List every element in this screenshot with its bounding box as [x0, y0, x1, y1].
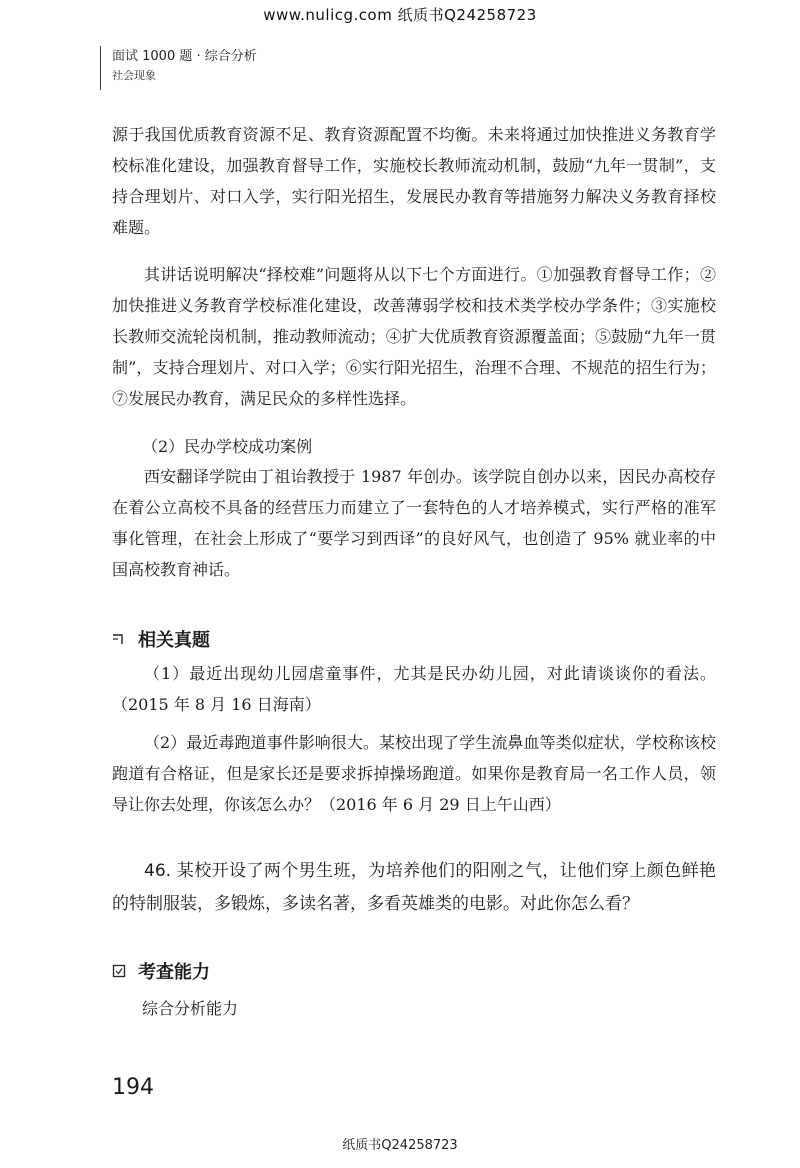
ability-heading-text: 考查能力: [138, 962, 210, 983]
related-item-text: （2）最近毒跑道事件影响很大。某校出现了学生流鼻血等类似症状，学校称该校跑道有合格证，但是家长还是要求拆掉操场跑道。如果你是教育局一名工作人员，领导让你去处理，你该怎么办？（2016 年 6 月 29 日上午山西）: [112, 733, 716, 814]
paragraph-text: 其讲话说明解决“择校难”问题将从以下七个方面进行。①加强教育督导工作；②加快推进义务教育学校标准化建设，改善薄弱学校和技术类学校办学条件；③实施校长教师交流轮岗机制，推动教师流动；④扩大优质教育资源覆盖面；⑤鼓励“九年一贯制”，支持合理划片、对口入学；⑥实行阳光招生，治理不合理、不规范的招生行为；⑦发展民办教育，满足民众的多样性选择。: [112, 265, 716, 408]
header-divider: [100, 46, 101, 90]
watermark-top: www.nulicg.com 纸质书Q24258723: [263, 6, 537, 24]
related-heading-text: 相关真题: [138, 630, 210, 651]
page-number: 194: [112, 1075, 154, 1100]
paragraph-continuation: [112, 119, 716, 243]
paragraph-text: 源于我国优质教育资源不足、教育资源配置不均衡。未来将通过加快推进义务教育学校标准化建设，加强教育督导工作，实施校长教师流动机制，鼓励“九年一贯制”，支持合理划片、对口入学，实行阳光招生，发展民办教育等措施努力解决义务教育择校难题。: [112, 125, 716, 237]
paragraph-seven-measures: [112, 259, 716, 414]
related-item-text: （1）最近出现幼儿园虐童事件，尤其是民办幼儿园，对此请谈谈你的看法。（2015 年 8 月 16 日海南）: [112, 664, 716, 714]
section-marker-icon: [112, 632, 126, 646]
ability-heading: [112, 958, 210, 984]
question-46: 46. 某校开设了两个男生班，为培养他们的阳刚之气，让他们穿上颜色鲜艳的特制服装，多锻炼，多读名著，多看英雄类的电影。对此你怎么看？: [112, 861, 716, 914]
related-item-2: [112, 727, 716, 820]
section-marker-icon: [112, 964, 126, 978]
paragraph-text: 西安翻译学院由丁祖诒教授于 1987 年创办。该学院自创办以来，因民办高校存在着公立高校不具备的经营压力而建立了一套特色的人才培养模式，实行严格的准军事化管理，在社会上形成了“要学习到西译”的良好风气，也创造了 95% 就业率的中国高校教育神话。: [112, 467, 716, 579]
series-title: 面试 1000 题 · 综合分析: [112, 49, 257, 64]
watermark-bottom: 纸质书Q24258723: [342, 1138, 458, 1153]
related-questions-heading: [112, 626, 210, 652]
section-label: 社会现象: [112, 69, 156, 82]
ability-text: 综合分析能力: [142, 999, 239, 1018]
sub-heading-case: （2）民办学校成功案例: [142, 437, 313, 456]
paragraph-case: [112, 461, 716, 585]
related-item-1: [112, 658, 716, 720]
